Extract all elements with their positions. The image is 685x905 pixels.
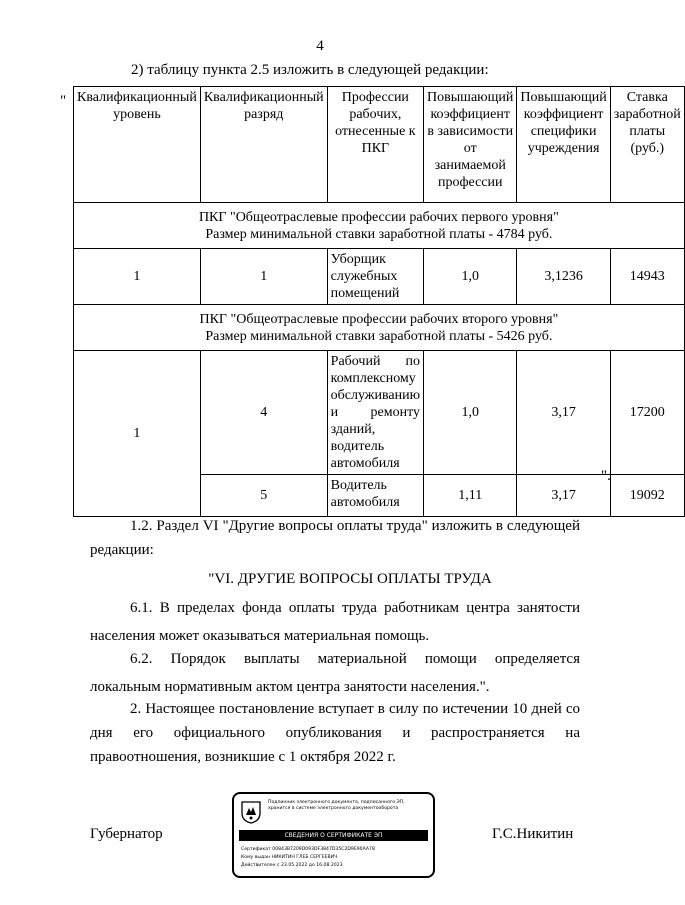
salary-table bbox=[73, 86, 685, 517]
header-coef-profession: Повышающий коэффициент в зависимости от занимаемой профессии bbox=[424, 87, 517, 203]
header-profession: Профессии рабочих, отнесенные к ПКГ bbox=[327, 87, 423, 203]
stamp-text: Подлинник электронного документа, подписанного ЭП, хранится в системе электронного документооборота bbox=[268, 800, 405, 811]
stamp-certificate: Сертификат 00843B7209D093DF3847D35C2D9E90AA78 bbox=[241, 847, 375, 852]
cell-rate: 17200 bbox=[610, 351, 684, 475]
intro-text: 2) таблицу пункта 2.5 изложить в следующей редакции: bbox=[131, 62, 489, 78]
cell-level: 1 bbox=[74, 351, 201, 517]
cell-coef-institution: 3,1236 bbox=[517, 249, 610, 305]
coat-of-arms-icon bbox=[240, 800, 262, 824]
paragraph-6-2: 6.2. Порядок выплаты материальной помощи определяется локальным нормативным актом центра занятости населения.". bbox=[90, 651, 580, 695]
cell-profession: Уборщик служебных помещений bbox=[327, 249, 423, 305]
quote-close: ". bbox=[601, 468, 611, 484]
group-row bbox=[74, 203, 685, 249]
header-grade: Квалификационный разряд bbox=[200, 87, 327, 203]
stamp-header: СВЕДЕНИЯ О СЕРТИФИКАТЕ ЭП bbox=[239, 830, 428, 841]
paragraph-2: 2. Настоящее постановление вступает в силу по истечении 10 дней со дня его официального опубликования и распространяется на правоотношения, возникшие с 1 октября 2022 г. bbox=[90, 701, 580, 765]
cell-profession: Водитель автомобиля bbox=[327, 475, 423, 517]
cell-rate: 19092 bbox=[610, 475, 684, 517]
table-header-row bbox=[74, 87, 685, 203]
table-row bbox=[74, 249, 685, 305]
section-heading: "VI. ДРУГИЕ ВОПРОСЫ ОПЛАТЫ ТРУДА bbox=[208, 571, 492, 587]
cell-coef-profession: 1,0 bbox=[424, 249, 517, 305]
cell-coef-profession: 1,0 bbox=[424, 351, 517, 475]
cell-coef-institution: 3,17 bbox=[517, 475, 610, 517]
header-level: Квалификационный уровень bbox=[74, 87, 201, 203]
cell-grade: 4 bbox=[200, 351, 327, 475]
group-row bbox=[74, 305, 685, 351]
cell-grade: 5 bbox=[200, 475, 327, 517]
group-min-rate: Размер минимальной ставки заработной платы - 4784 руб. bbox=[205, 226, 553, 242]
group-cell bbox=[74, 305, 685, 351]
signature-name: Г.С.Никитин bbox=[492, 826, 574, 842]
stamp-validity: Действителен с 23.05.2022 до 16.08.2023 bbox=[241, 863, 343, 868]
group-title: ПКГ "Общеотраслевые профессии рабочих первого уровня" bbox=[198, 209, 559, 225]
table-row bbox=[74, 351, 685, 475]
header-coef-institution: Повышающий коэффициент специфики учреждения bbox=[517, 87, 610, 203]
header-rate: Ставка заработной платы (руб.) bbox=[610, 87, 684, 203]
cell-profession: Рабочий по комплексному обслуживанию и ремонту зданий, водитель автомобиля bbox=[327, 351, 423, 475]
stamp-owner: Кому выдан НИКИТИН ГЛЕБ СЕРГЕЕВИЧ bbox=[241, 855, 338, 860]
group-min-rate: Размер минимальной ставки заработной платы - 5426 руб. bbox=[205, 328, 553, 344]
signature-title: Губернатор bbox=[90, 826, 163, 842]
cell-rate: 14943 bbox=[610, 249, 684, 305]
cell-level: 1 bbox=[74, 249, 201, 305]
group-title: ПКГ "Общеотраслевые профессии рабочих второго уровня" bbox=[199, 311, 559, 327]
cell-coef-institution: 3,17 bbox=[517, 351, 610, 475]
paragraph-1-2: 1.2. Раздел VI "Другие вопросы оплаты труда" изложить в следующей редакции: bbox=[90, 518, 580, 558]
quote-open: " bbox=[60, 93, 67, 109]
page-number: 4 bbox=[316, 38, 324, 54]
e-signature-stamp bbox=[232, 792, 435, 878]
group-cell bbox=[74, 203, 685, 249]
cell-grade: 1 bbox=[200, 249, 327, 305]
cell-coef-profession: 1,11 bbox=[424, 475, 517, 517]
paragraph-6-1: 6.1. В пределах фонда оплаты труда работникам центра занятости населения может оказываться материальная помощь. bbox=[90, 600, 580, 644]
